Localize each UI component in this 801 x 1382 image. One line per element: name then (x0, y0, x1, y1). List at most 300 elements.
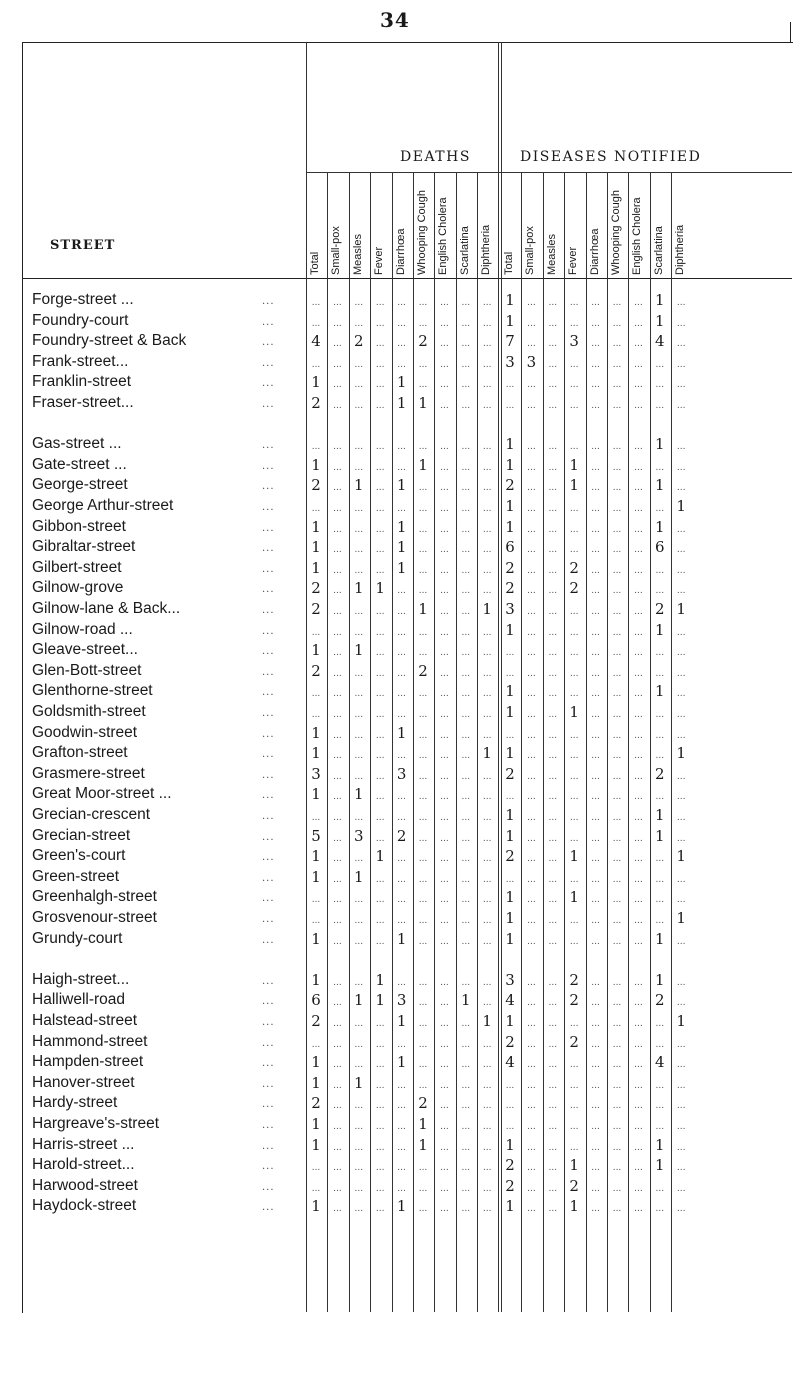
deaths-cell: ... (482, 339, 492, 350)
diseases-cell: ... (676, 442, 686, 453)
leader-dots: ... (262, 728, 275, 740)
diseases-cell: 1 (655, 1135, 665, 1154)
diseases-cell: ... (505, 401, 515, 411)
deaths-cell: 1 (482, 744, 492, 763)
deaths-cell: ... (440, 545, 449, 556)
deaths-cell: ... (461, 565, 471, 576)
diseases-cell: ... (612, 874, 622, 885)
diseases-cell: 2 (569, 579, 579, 598)
diseases-cell: ... (591, 1142, 600, 1153)
street-name: Grecian-crescent (32, 806, 151, 823)
diseases-cell: ... (612, 751, 622, 762)
diseases-cell: 1 (655, 291, 665, 309)
deaths-cell: ... (333, 442, 342, 453)
leader-dots: ... (262, 605, 275, 616)
diseases-cell: ... (548, 504, 558, 514)
deaths-cell: ... (482, 771, 492, 782)
diseases-cell: ... (569, 813, 579, 823)
deaths-cell: ... (354, 401, 364, 411)
diseases-cell: ... (612, 648, 622, 659)
leader-dots: ... (262, 666, 275, 678)
diseases-cell: ... (591, 771, 600, 782)
deaths-cell: 2 (418, 1094, 428, 1113)
diseases-cell: ... (527, 565, 536, 576)
leader-dots: ... (262, 1058, 275, 1070)
diseases-cell: ... (634, 916, 643, 926)
diseases-cell: 1 (655, 929, 665, 948)
deaths-cell: ... (354, 607, 364, 617)
deaths-cell: ... (333, 1080, 342, 1091)
deaths-cell: ... (397, 1101, 406, 1112)
diseases-cell: ... (634, 380, 643, 391)
diseases-cell: ... (676, 298, 686, 308)
leader-dots: ... (262, 1202, 275, 1214)
diseases-column-header-label: English Cholera (631, 197, 644, 275)
leader-dots: ... (262, 749, 275, 761)
deaths-cell: ... (311, 710, 321, 720)
diseases-cell: ... (676, 833, 686, 844)
diseases-cell: 1 (505, 744, 515, 763)
deaths-cell: 1 (354, 1073, 364, 1092)
diseases-cell: ... (569, 771, 579, 782)
deaths-cell: ... (440, 916, 449, 926)
deaths-cell: ... (482, 813, 492, 823)
deaths-cell: ... (354, 565, 364, 576)
diseases-cell: ... (655, 1080, 665, 1091)
deaths-cell: ... (397, 1142, 406, 1153)
leader-dots: ... (262, 708, 275, 719)
diseases-cell: 1 (505, 888, 515, 907)
diseases-cell: ... (655, 401, 665, 411)
deaths-cell: 4 (311, 332, 321, 351)
deaths-cell: ... (333, 1122, 342, 1132)
diseases-cell: 1 (569, 476, 579, 495)
deaths-cell: ... (482, 298, 492, 308)
diseases-cell: ... (591, 977, 600, 988)
street-name: Gate-street ... (32, 455, 127, 473)
deaths-cell: ... (311, 359, 321, 370)
diseases-cell: ... (569, 1101, 579, 1112)
diseases-cell: ... (676, 401, 686, 411)
diseases-cell: 1 (655, 970, 665, 989)
diseases-cell: ... (612, 1142, 622, 1153)
deaths-cell: ... (482, 895, 492, 906)
deaths-cell: ... (482, 586, 492, 597)
diseases-cell: 4 (655, 332, 665, 351)
deaths-cell: ... (333, 648, 342, 659)
deaths-cell: ... (375, 1060, 385, 1071)
diseases-cell: ... (634, 1019, 643, 1029)
diseases-cell: ... (676, 1039, 686, 1050)
diseases-cell: ... (527, 401, 536, 411)
deaths-cell: ... (418, 627, 428, 638)
deaths-cell: ... (354, 1122, 364, 1132)
deaths-cell: ... (333, 1060, 342, 1071)
diseases-cell: ... (612, 668, 622, 679)
diseases-cell: ... (548, 359, 558, 370)
diseases-cell: ... (591, 813, 600, 823)
deaths-cell: ... (354, 689, 364, 700)
diseases-cell: ... (634, 565, 643, 576)
deaths-group-heading: DEATHS (400, 149, 471, 165)
deaths-cell: ... (461, 607, 471, 617)
deaths-cell: ... (418, 1039, 428, 1050)
deaths-cell: ... (397, 854, 406, 865)
street-name: Gibraltar-street (32, 538, 136, 556)
diseases-cell: 3 (569, 332, 579, 351)
deaths-cell: ... (440, 833, 449, 844)
deaths-cell: ... (461, 339, 471, 350)
deaths-cell: ... (482, 359, 492, 370)
deaths-cell: ... (375, 1019, 385, 1029)
street-name: Gibbon-street (32, 517, 126, 535)
deaths-cell: ... (418, 689, 428, 700)
leader-dots: ... (262, 584, 275, 596)
diseases-cell: ... (655, 854, 665, 865)
diseases-cell: 1 (655, 620, 665, 639)
deaths-cell: ... (354, 813, 364, 823)
diseases-cell: ... (548, 668, 558, 679)
deaths-cell: ... (418, 1204, 428, 1215)
street-name: Gilnow-road ... (32, 620, 133, 638)
deaths-cell: ... (397, 977, 406, 988)
deaths-cell: ... (482, 648, 492, 659)
deaths-column-header-label: Scarlatina (458, 226, 471, 275)
deaths-column-header-label: Total (309, 251, 321, 275)
street-name: Goodwin-street (32, 723, 138, 741)
deaths-cell: ... (333, 401, 342, 411)
deaths-cell: ... (440, 318, 449, 329)
diseases-cell: ... (634, 977, 643, 988)
diseases-cell: ... (548, 586, 558, 597)
diseases-cell: ... (591, 874, 600, 885)
diseases-cell: ... (676, 483, 686, 494)
leader-dots: ... (262, 914, 275, 925)
deaths-cell: 1 (311, 373, 321, 392)
deaths-cell: ... (461, 524, 471, 535)
deaths-cell: ... (333, 586, 342, 597)
diseases-cell: ... (527, 936, 536, 947)
diseases-cell: ... (612, 545, 622, 556)
street-name: Foundry-court (32, 311, 129, 329)
deaths-cell: ... (397, 607, 406, 617)
diseases-cell: ... (505, 668, 515, 679)
diseases-cell: ... (612, 771, 622, 782)
diseases-cell: ... (634, 627, 643, 638)
diseases-cell: ... (612, 1122, 622, 1132)
deaths-cell: 1 (396, 1053, 407, 1072)
diseases-cell: ... (527, 298, 536, 308)
diseases-cell: ... (634, 874, 643, 885)
diseases-cell: ... (548, 339, 558, 350)
diseases-cell: ... (591, 627, 600, 638)
diseases-cell: ... (591, 1163, 600, 1174)
diseases-cell: ... (655, 1122, 665, 1132)
street-name: Great Moor-street ... (32, 785, 172, 803)
deaths-cell: ... (354, 977, 364, 988)
deaths-cell: 3 (311, 764, 321, 783)
deaths-cell: 1 (418, 394, 428, 412)
street-name: Grecian-street (32, 826, 131, 844)
deaths-cell: 1 (311, 538, 321, 557)
deaths-cell: 1 (311, 929, 321, 948)
diseases-column-header-label: Diarrhœa (588, 228, 601, 275)
deaths-cell: ... (461, 1163, 471, 1174)
diseases-cell: ... (676, 730, 686, 741)
page-number: 34 (380, 8, 410, 32)
diseases-cell: 6 (655, 538, 665, 557)
deaths-cell: ... (418, 318, 428, 329)
diseases-cell: 1 (505, 1197, 515, 1216)
street-name: Hampden-street (32, 1053, 144, 1071)
deaths-cell: ... (333, 689, 342, 700)
diseases-cell: ... (591, 1101, 600, 1112)
diseases-cell: ... (634, 710, 643, 720)
diseases-cell: ... (591, 936, 600, 947)
diseases-cell: ... (634, 792, 643, 803)
diseases-cell: ... (591, 1122, 600, 1132)
deaths-column-header (457, 185, 477, 275)
deaths-cell: ... (440, 401, 449, 411)
diseases-cell: ... (634, 730, 643, 741)
deaths-cell: ... (461, 771, 471, 782)
diseases-cell: ... (527, 1204, 536, 1215)
deaths-cell: ... (440, 298, 449, 308)
deaths-cell: ... (482, 318, 492, 329)
diseases-cell: ... (527, 751, 536, 762)
deaths-cell: ... (461, 1019, 471, 1029)
street-name: Harold-street... (32, 1156, 135, 1174)
deaths-cell: ... (440, 1080, 449, 1091)
diseases-cell: ... (655, 1101, 665, 1112)
deaths-cell: ... (482, 854, 492, 865)
diseases-cell: ... (569, 936, 579, 947)
deaths-cell: ... (461, 1183, 471, 1194)
diseases-cell: ... (634, 648, 643, 659)
diseases-cell: ... (527, 916, 536, 926)
deaths-cell: ... (440, 895, 449, 906)
diseases-column-header-label: Measles (545, 234, 558, 275)
diseases-cell: ... (655, 1183, 665, 1194)
diseases-cell: 3 (505, 970, 515, 989)
deaths-cell: ... (375, 1204, 385, 1215)
deaths-cell: ... (333, 730, 342, 741)
deaths-cell: ... (333, 339, 342, 350)
deaths-cell: ... (461, 895, 471, 906)
deaths-cell: ... (375, 689, 385, 700)
deaths-cell: ... (418, 813, 428, 823)
deaths-cell: ... (354, 1142, 364, 1153)
diseases-cell: ... (548, 689, 558, 700)
deaths-cell: ... (333, 792, 342, 803)
diseases-cell: ... (569, 318, 579, 329)
deaths-cell: ... (397, 504, 406, 514)
deaths-cell: ... (482, 1204, 492, 1215)
diseases-cell: 4 (505, 991, 515, 1010)
diseases-cell: ... (676, 874, 686, 885)
deaths-cell: ... (397, 1080, 406, 1091)
diseases-cell: ... (634, 339, 643, 350)
diseases-column-header-label: Total (503, 251, 515, 275)
diseases-column-header-label: Diphtheria (674, 224, 687, 275)
diseases-cell: ... (634, 504, 643, 514)
deaths-cell: 3 (354, 826, 364, 845)
street-name: Harris-street ... (32, 1135, 135, 1153)
diseases-cell: ... (612, 339, 622, 350)
diseases-cell: ... (505, 1080, 515, 1091)
diseases-cell: ... (569, 1019, 579, 1029)
diseases-cell: ... (548, 1163, 558, 1174)
diseases-cell: ... (612, 442, 622, 453)
street-name: Frank-street... (32, 352, 129, 370)
deaths-cell: ... (482, 524, 492, 535)
deaths-cell: ... (375, 1163, 385, 1174)
deaths-cell: ... (375, 504, 385, 514)
deaths-cell: ... (397, 339, 406, 350)
diseases-cell: ... (548, 545, 558, 556)
diseases-cell: ... (634, 524, 643, 535)
diseases-cell: ... (612, 689, 622, 700)
diseases-cell: ... (612, 1163, 622, 1174)
deaths-cell: 2 (418, 661, 428, 680)
deaths-cell: ... (418, 874, 428, 885)
diseases-cell: ... (612, 1060, 622, 1071)
diseases-cell: ... (612, 977, 622, 988)
leader-dots: ... (262, 1161, 275, 1173)
deaths-cell: ... (461, 586, 471, 597)
diseases-cell: ... (676, 1122, 686, 1132)
deaths-cell: 3 (396, 991, 407, 1010)
diseases-cell: ... (634, 1163, 643, 1174)
diseases-cell: ... (676, 359, 686, 370)
diseases-cell: ... (634, 401, 643, 411)
diseases-cell: ... (634, 359, 643, 370)
deaths-cell: 1 (482, 1012, 492, 1030)
diseases-cell: ... (676, 524, 686, 535)
diseases-cell: ... (634, 1183, 643, 1194)
diseases-cell: ... (591, 916, 600, 926)
diseases-cell: ... (591, 998, 600, 1009)
deaths-cell: ... (440, 1039, 449, 1050)
deaths-column-header (328, 185, 348, 275)
deaths-cell: ... (397, 462, 406, 473)
deaths-cell: 1 (354, 641, 364, 660)
deaths-column-header-label: Diarrhœa (394, 228, 407, 275)
deaths-cell: ... (333, 874, 342, 885)
deaths-cell: ... (461, 977, 471, 988)
leader-dots: ... (262, 1140, 275, 1152)
diseases-cell: ... (676, 648, 686, 659)
diseases-cell: ... (527, 771, 536, 782)
deaths-cell: ... (440, 1122, 449, 1132)
deaths-cell: ... (397, 792, 406, 803)
deaths-cell: ... (311, 504, 321, 514)
diseases-cell: ... (612, 854, 622, 865)
street-name: Gilnow-lane & Back... (32, 600, 181, 617)
diseases-cell: ... (548, 462, 558, 473)
deaths-cell: ... (333, 483, 342, 494)
diseases-cell: ... (569, 833, 579, 844)
diseases-cell: ... (505, 792, 515, 803)
diseases-cell: ... (655, 586, 665, 597)
street-name: Hammond-street (32, 1032, 148, 1050)
deaths-cell: ... (418, 751, 428, 762)
deaths-cell: ... (440, 1204, 449, 1215)
street-name: Haigh-street... (32, 970, 130, 988)
deaths-cell: 1 (311, 455, 321, 474)
diseases-cell: ... (634, 854, 643, 865)
deaths-cell: ... (375, 833, 385, 844)
deaths-cell: ... (418, 833, 428, 844)
diseases-cell: ... (548, 771, 558, 782)
leader-dots: ... (262, 934, 275, 946)
deaths-cell: 1 (396, 517, 407, 536)
diseases-column-header (629, 185, 649, 275)
diseases-column-header (651, 185, 671, 275)
deaths-cell: ... (418, 298, 428, 308)
leader-dots: ... (262, 1120, 275, 1131)
street-name: Halstead-street (32, 1012, 138, 1029)
deaths-cell: 2 (354, 332, 364, 351)
diseases-cell: 3 (505, 352, 515, 371)
deaths-cell: ... (482, 565, 492, 576)
deaths-cell: ... (397, 648, 406, 659)
deaths-cell: ... (354, 668, 364, 679)
diseases-cell: ... (634, 813, 643, 823)
deaths-cell: ... (440, 565, 449, 576)
diseases-cell: ... (527, 874, 536, 885)
diseases-cell: ... (527, 792, 536, 803)
diseases-cell: ... (527, 545, 536, 556)
diseases-cell: ... (591, 1060, 600, 1071)
deaths-cell: ... (375, 1101, 385, 1112)
deaths-cell: ... (375, 1142, 385, 1153)
diseases-cell: ... (676, 1163, 686, 1174)
deaths-cell: 1 (375, 991, 385, 1010)
deaths-cell: ... (397, 1039, 406, 1050)
street-name: Hanover-street (32, 1073, 135, 1091)
diseases-cell: ... (548, 627, 558, 638)
leader-dots: ... (262, 481, 275, 493)
deaths-cell: ... (482, 689, 492, 700)
deaths-cell: ... (375, 668, 385, 679)
deaths-cell: ... (482, 627, 492, 638)
diseases-cell: ... (591, 1204, 600, 1215)
deaths-cell: ... (440, 483, 449, 494)
deaths-cell: ... (333, 977, 342, 988)
diseases-cell: 7 (505, 332, 515, 351)
diseases-cell: ... (634, 833, 643, 844)
deaths-cell: ... (375, 442, 385, 453)
diseases-cell: ... (612, 710, 622, 720)
deaths-cell: ... (375, 1122, 385, 1132)
diseases-cell: ... (655, 792, 665, 803)
diseases-cell: ... (505, 874, 515, 885)
diseases-cell: 1 (569, 888, 579, 907)
diseases-cell: ... (527, 1019, 536, 1029)
deaths-cell: ... (461, 483, 471, 494)
diseases-cell: ... (612, 936, 622, 947)
diseases-cell: ... (634, 1039, 643, 1050)
deaths-cell: 1 (354, 785, 364, 804)
diseases-cell: 1 (569, 455, 579, 474)
deaths-cell: ... (333, 710, 342, 720)
street-name: Glenthorne-street (32, 682, 153, 700)
diseases-cell: ... (548, 916, 558, 926)
deaths-cell: ... (333, 607, 342, 617)
diseases-cell: ... (634, 483, 643, 494)
deaths-cell: ... (375, 462, 385, 473)
